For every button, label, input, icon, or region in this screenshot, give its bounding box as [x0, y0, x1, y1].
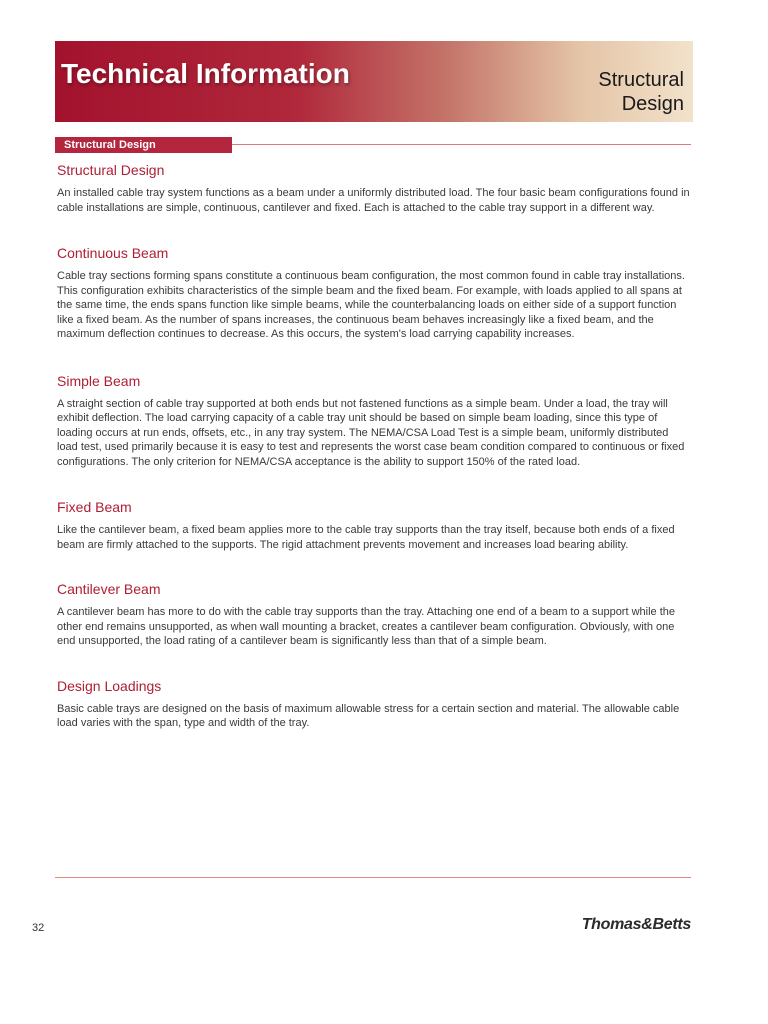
- section-cantilever-beam: [57, 579, 691, 649]
- section-body: An installed cable tray system functions as a beam under a uniformly distributed load. The four basic beam configurations found in cable installations are simple, continuous, cantilever and fixed. Each is attached to the cable tray support in a different way.: [57, 187, 690, 214]
- section-heading: Fixed Beam: [57, 499, 132, 515]
- section-body: Cable tray sections forming spans constitute a continuous beam configuration, the most common found in cable tray installations. This configuration exhibits characteristics of the simple beam and the fixed beam. For example, with loads applied to all spans at the same time, the ends spans function like simple beams, while the counterbalancing loads on either side of a support function like a fixed beam. As the number of spans increases, the continuous beam behaves increasingly like a fixed beam, and the maximum deflection continues to decrease. As this occurs, the system's load carrying capability increases.: [57, 270, 685, 340]
- header-banner: [55, 41, 693, 122]
- section-heading: Structural Design: [57, 162, 165, 178]
- section-heading: Cantilever Beam: [57, 581, 161, 597]
- section-heading: Continuous Beam: [57, 245, 169, 261]
- section-heading: Simple Beam: [57, 372, 141, 389]
- section-body: A cantilever beam has more to do with the cable tray supports than the tray. Attaching one end of a beam to a support while the other end remains unsupported, as when wall mounting a bracket, creates a cantilever beam configuration. Obviously, with one end unsupported, the load rating of a cantilever beam is significantly less than that of a simple beam.: [57, 606, 675, 647]
- section-structural-design: [57, 160, 691, 215]
- section-simple-beam: [57, 371, 691, 470]
- section-fixed-beam: [57, 497, 691, 552]
- section-design-loadings: [57, 676, 691, 731]
- section-divider: [232, 144, 691, 145]
- article-content: [57, 160, 691, 731]
- section-heading: Design Loadings: [57, 677, 162, 694]
- page-number: 32: [32, 922, 45, 934]
- footer-divider: [55, 877, 691, 878]
- section-body: Basic cable trays are designed on the basis of maximum allowable stress for a certain section and material. The allowable cable load varies with the span, type and width of the tray.: [57, 702, 680, 729]
- section-title: [484, 68, 684, 116]
- section-tab: Structural Design: [55, 137, 232, 153]
- section-body: Like the cantilever beam, a fixed beam applies more to the cable tray supports than the tray itself, because both ends of a fixed beam are firmly attached to the supports. The rigid attachment prevents movement and increases load bearing ability.: [57, 524, 675, 551]
- section-body: A straight section of cable tray supported at both ends but not fastened functions as a simple beam. Under a load, the tray will exhibit deflection. The load carrying capacity of a cable tray unit should be based on simple beam loading, since this type of loading occurs at run ends, offsets, etc., in any tray system. The NEMA/CSA Load Test is a simple beam, uniformly distributed load test, used primarily because it is easy to test and represents the worst case beam condition compared to continuous or fixed configurations. The only criterion for NEMA/CSA acceptance is the ability to support 150% of the rated load.: [57, 397, 685, 468]
- section-title-line1: Structural: [598, 69, 684, 91]
- section-continuous-beam: [57, 243, 691, 342]
- page-title: Technical Information: [61, 58, 350, 89]
- section-title-line2: Design: [621, 93, 684, 115]
- brand-logo: Thomas&Betts: [581, 916, 691, 933]
